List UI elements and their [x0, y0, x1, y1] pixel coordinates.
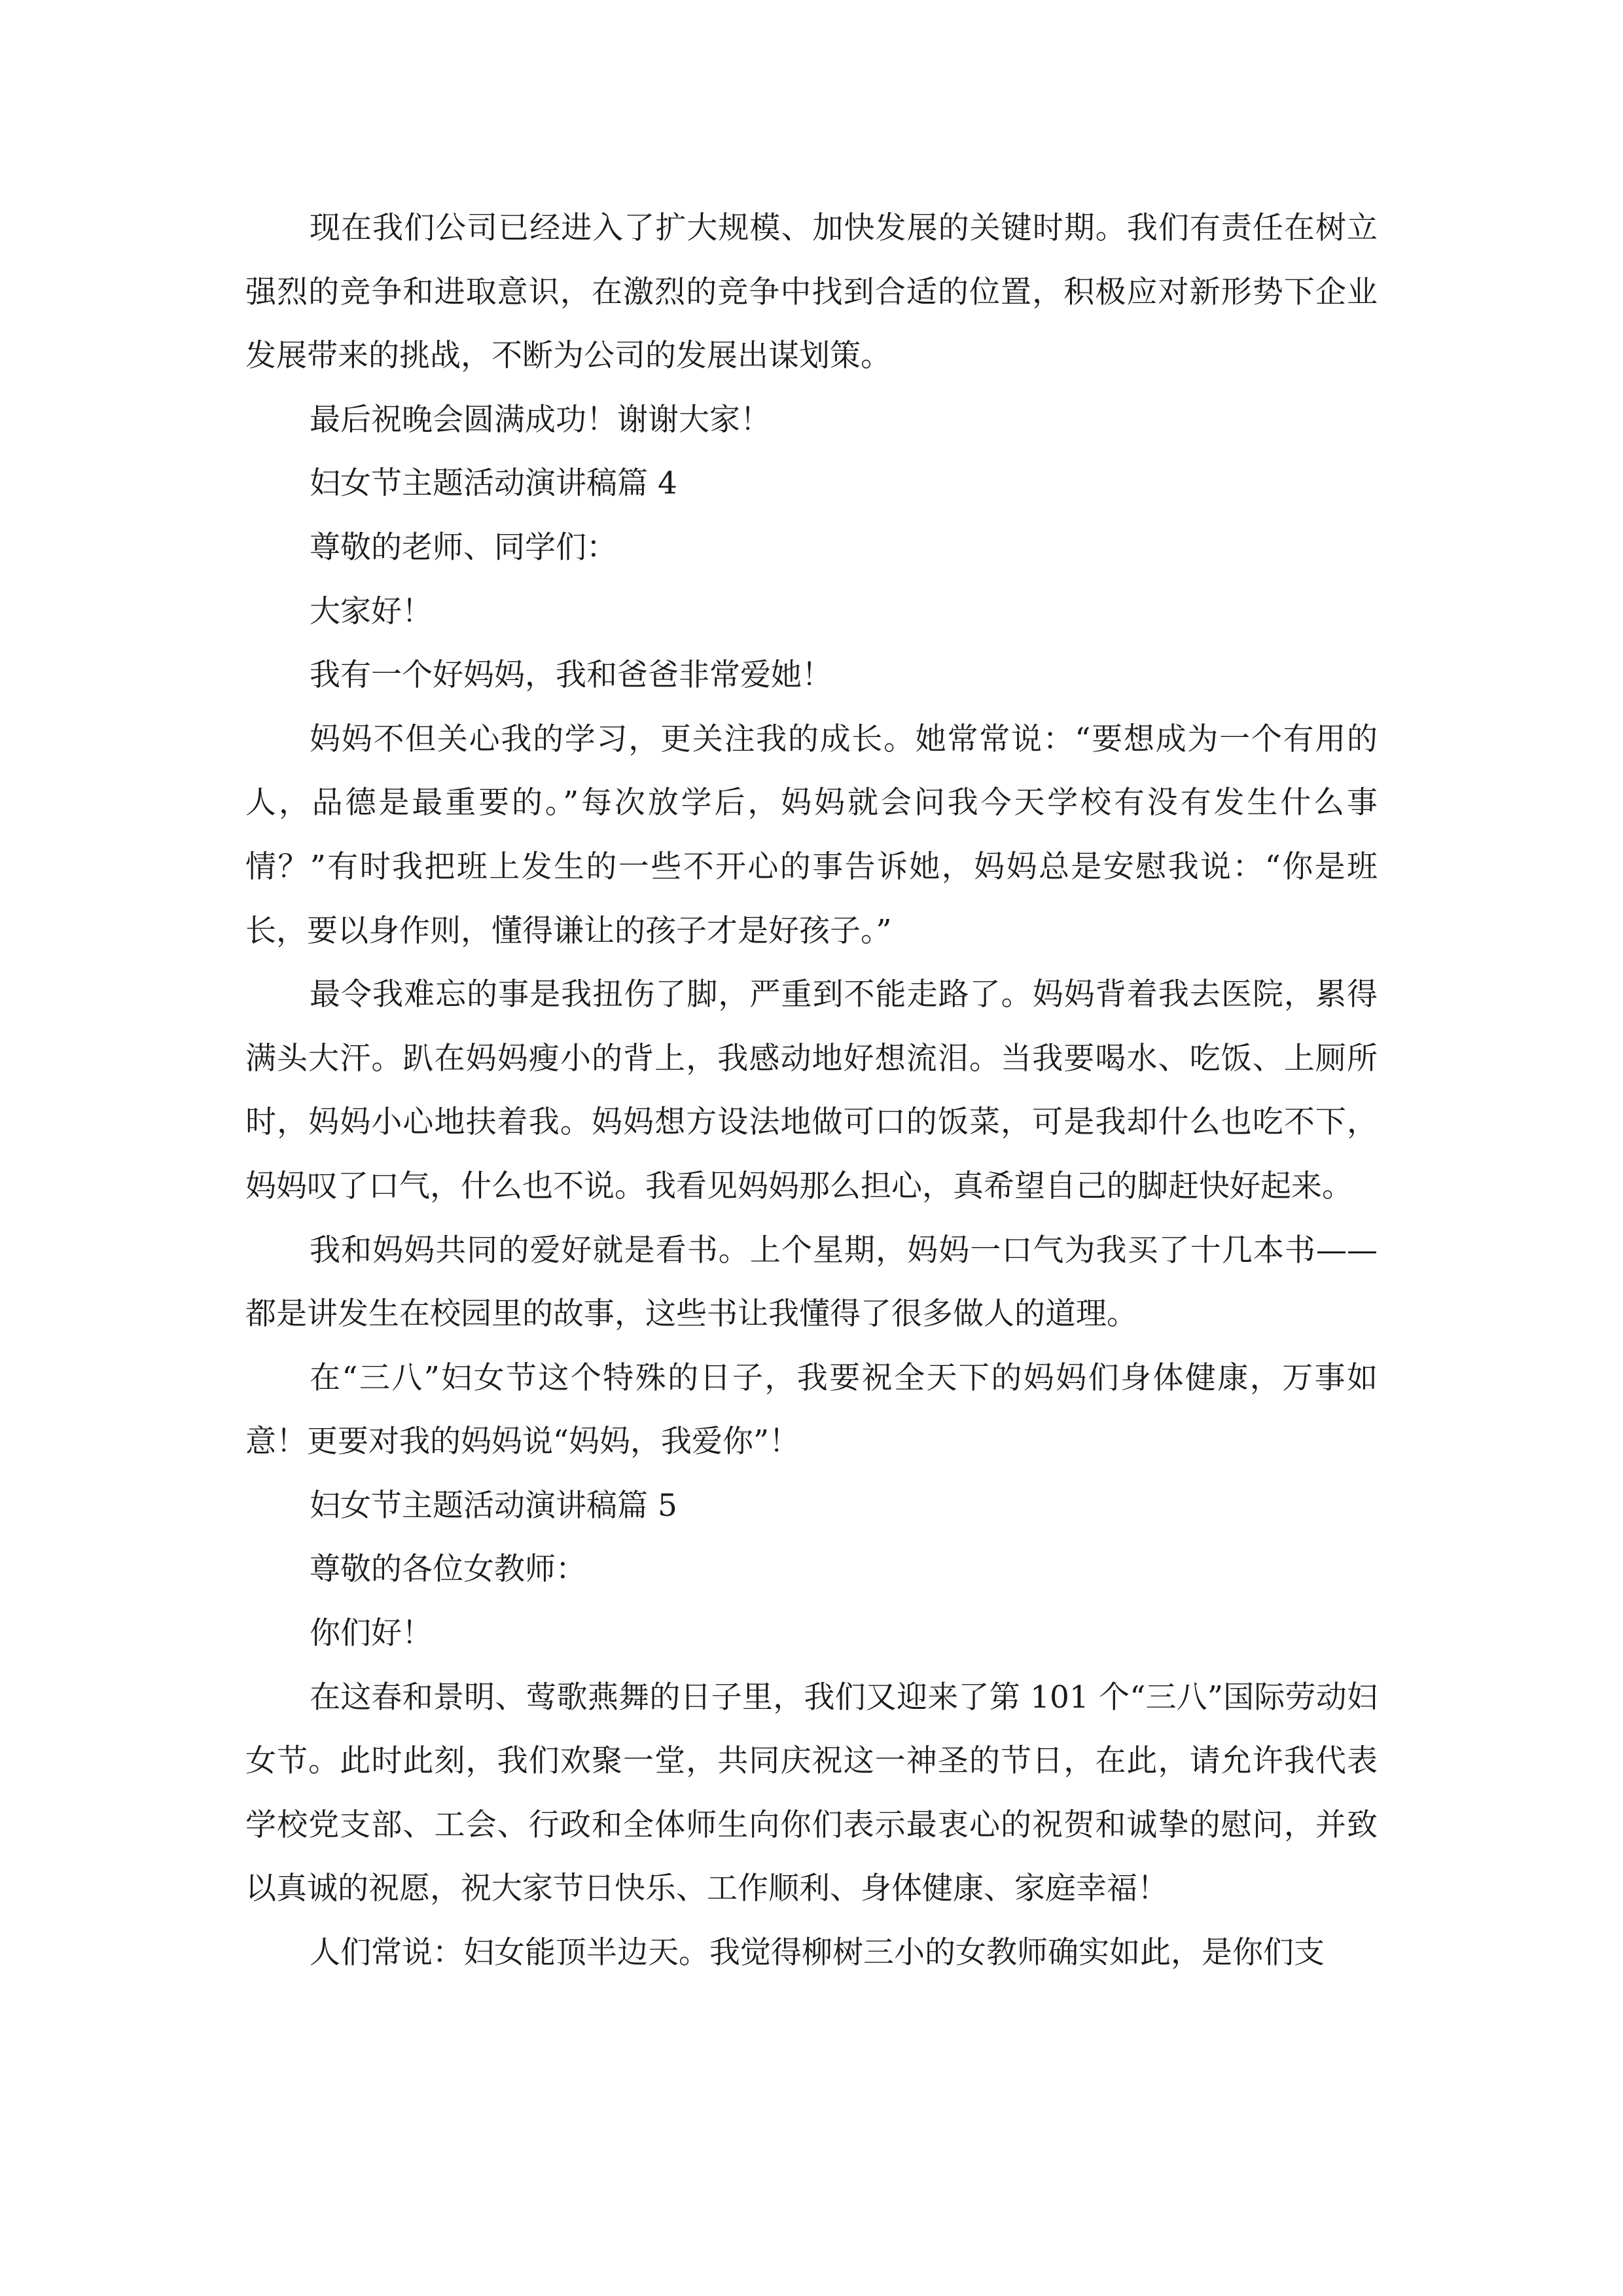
- salutation: 尊敬的各位女教师：: [310, 1551, 586, 1588]
- section-heading: 妇女节主题活动演讲稿篇 5: [310, 1487, 677, 1524]
- document-body: [245, 196, 1378, 1985]
- paragraph: 妈妈不但关心我的学习，更关注我的成长。她常常说：“要想成为一个有用的人，品德是最重要的。”每次放学后，妈妈就会问我今天学校有没有发生什么事情？”有时我把班上发生的一些不开心的事告诉她，妈妈总是安慰我说：“你是班长，要以身作则，懂得谦让的孩子才是好孩子。”: [245, 721, 1378, 949]
- section-heading: 妇女节主题活动演讲稿篇 4: [310, 465, 677, 502]
- paragraph: 最后祝晚会圆满成功！谢谢大家！: [310, 401, 771, 438]
- greeting: 大家好！: [310, 593, 433, 630]
- greeting: 你们好！: [310, 1615, 433, 1652]
- paragraph: 人们常说：妇女能顶半边天。我觉得柳树三小的女教师确实如此，是你们支: [310, 1935, 1325, 1971]
- paragraph: 在这春和景明、莺歌燕舞的日子里，我们又迎来了第 101 个“三八”国际劳动妇女节。此时此刻，我们欢聚一堂，共同庆祝这一神圣的节日，在此，请允许我代表学校党支部、工会、行政和全体师生向你们表示最衷心的祝贺和诚挚的慰问，并致以真诚的祝愿，祝大家节日快乐、工作顺利、身体健康、家庭幸福！: [245, 1679, 1378, 1907]
- paragraph: 我有一个好妈妈，我和爸爸非常爱她！: [310, 657, 832, 694]
- paragraph: 在“三八”妇女节这个特殊的日子，我要祝全天下的妈妈们身体健康，万事如意！更要对我的妈妈说“妈妈，我爱你”！: [245, 1359, 1378, 1460]
- paragraph: 我和妈妈共同的爱好就是看书。上个星期，妈妈一口气为我买了十几本书——都是讲发生在校园里的故事，这些书让我懂得了很多做人的道理。: [245, 1232, 1378, 1333]
- salutation: 尊敬的老师、同学们：: [310, 529, 617, 565]
- paragraph: 现在我们公司已经进入了扩大规模、加快发展的关键时期。我们有责任在树立强烈的竞争和进取意识，在激烈的竞争中找到合适的位置，积极应对新形势下企业发展带来的挑战，不断为公司的发展出谋划策。: [245, 210, 1378, 374]
- paragraph: 最令我难忘的事是我扭伤了脚，严重到不能走路了。妈妈背着我去医院，累得满头大汗。趴在妈妈瘦小的背上，我感动地好想流泪。当我要喝水、吃饭、上厕所时，妈妈小心地扶着我。妈妈想方设法地做可口的饭菜，可是我却什么也吃不下，妈妈叹了口气，什么也不说。我看见妈妈那么担心，真希望自己的脚赶快好起来。: [245, 977, 1378, 1204]
